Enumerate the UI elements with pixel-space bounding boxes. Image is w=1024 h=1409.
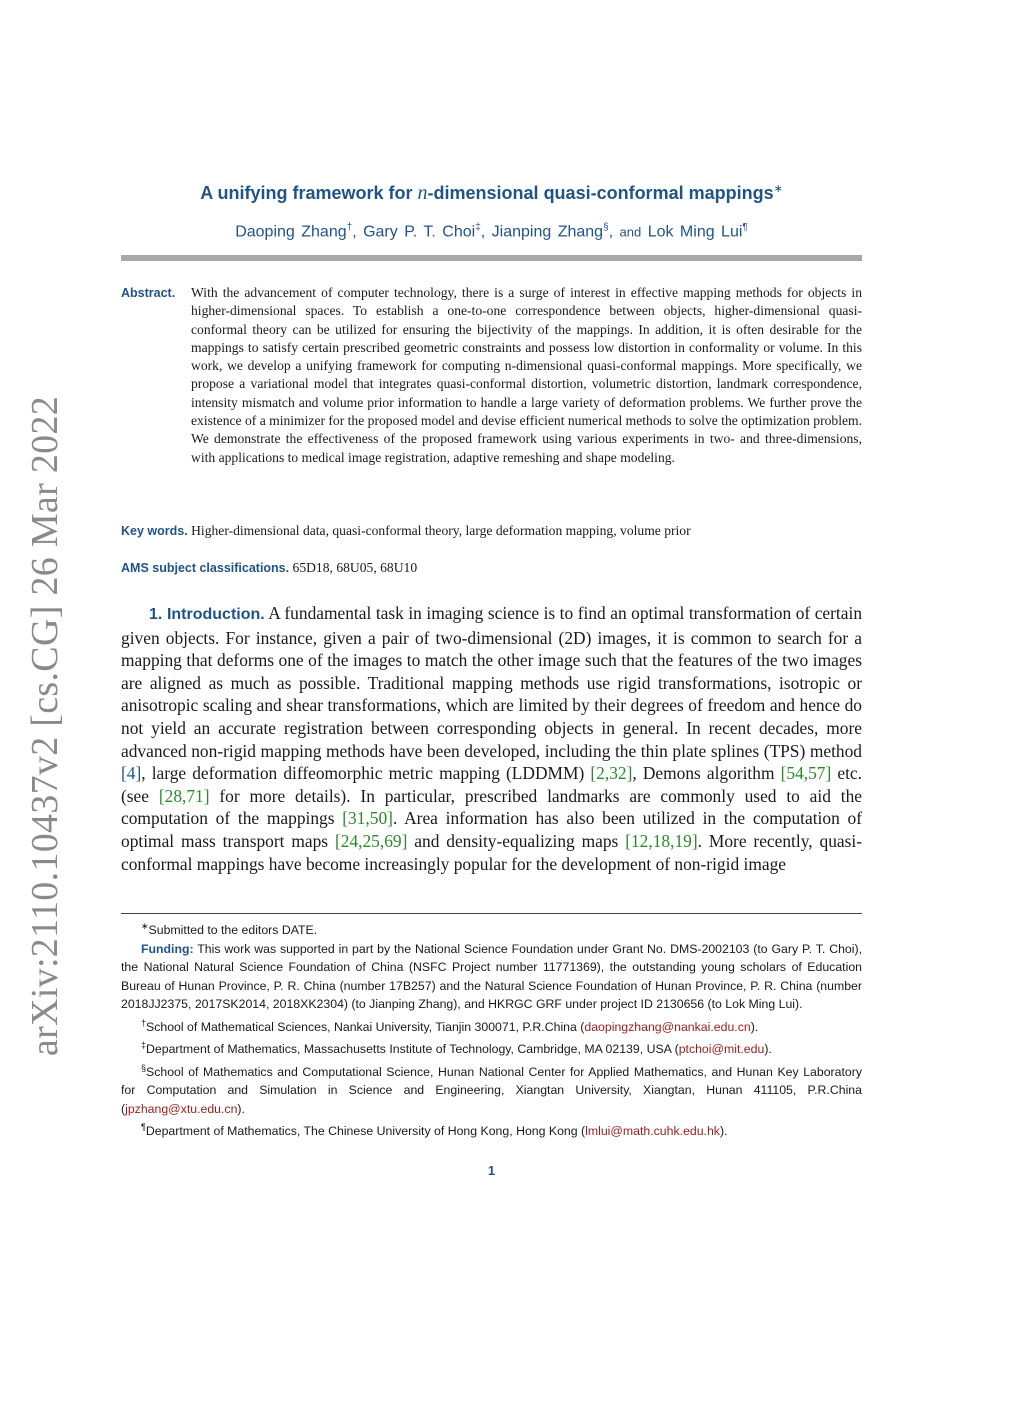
- footnote-affiliation: [121, 1036, 862, 1059]
- title-text-after: -dimensional quasi-conformal mappings: [427, 183, 774, 203]
- footnote-affiliation: [121, 1014, 862, 1037]
- keywords-line: [121, 523, 862, 539]
- footnote-text: ).: [237, 1101, 245, 1116]
- keywords-label: Key words.: [121, 524, 188, 538]
- intro-text: etc. (see: [121, 763, 862, 806]
- introduction-paragraph: [121, 602, 862, 875]
- author-name: Gary P. T. Choi: [363, 223, 476, 241]
- footnote-mark: ¶: [141, 1122, 146, 1133]
- keywords-text: Higher-dimensional data, quasi-conformal theory, large deformation mapping, volume prior: [191, 523, 691, 538]
- author-mark: §: [603, 222, 609, 233]
- footnote-text: This work was supported in part by the National Science Foundation under Grant No. DMS-2002103 (to Gary P. T. Choi), the National Natural Science Foundation of China (NSFC Project number 11771369), the outstanding young scholars of Education Bureau of Hunan Province, P. R. China (number 17B257) and the Natural Science Foundation of Hunan Province, P. R. China (number 2018JJ2375, 2017SK2014, 2018XK2304) (to Jianping Zhang), and HKRGC GRF under project ID 2130656 (to Lok Ming Lui).: [121, 941, 862, 1012]
- author-list: Daoping Zhang†, Gary P. T. Choi‡, Jianping Zhang§, and Lok Ming Lui¶: [235, 222, 748, 241]
- citation-link[interactable]: [12,18,19]: [625, 830, 698, 851]
- ams-classification-line: [121, 560, 862, 576]
- footnote-submitted: [121, 917, 862, 940]
- footnote-text: Department of Mathematics, Massachusetts Institute of Technology, Cambridge, MA 02139, USA (: [146, 1042, 679, 1057]
- abstract-block: [121, 284, 862, 467]
- citation-link[interactable]: [4]: [121, 763, 142, 784]
- author-mark: †: [346, 222, 353, 233]
- citation-link[interactable]: [28,71]: [158, 785, 210, 806]
- citation-link[interactable]: [31,50]: [342, 808, 393, 829]
- title-footnote-mark: ∗: [773, 183, 783, 195]
- footnote-text: Department of Mathematics, The Chinese University of Hong Kong, Hong Kong (: [145, 1124, 586, 1139]
- ams-label: AMS subject classifications.: [121, 561, 290, 575]
- footnote-divider: [121, 913, 862, 914]
- email-link[interactable]: jpzhang@xtu.edu.cn: [125, 1101, 238, 1116]
- author-name: Lok Ming Lui: [647, 223, 743, 241]
- author-mark: ‡: [475, 222, 481, 233]
- author-mark: ¶: [742, 222, 748, 233]
- author-name: Jianping Zhang: [491, 223, 604, 241]
- paper-title: [121, 182, 862, 205]
- footnote-mark: †: [141, 1017, 147, 1028]
- email-link[interactable]: ptchoi@mit.edu: [678, 1042, 765, 1057]
- footnote-affiliation: [121, 1059, 862, 1119]
- footnotes-block: [121, 917, 862, 1141]
- abstract-text: With the advancement of computer technology, there is a surge of interest in effective mapping methods for objects in higher-dimensional spaces. To establish a one-to-one correspondence between objects, higher-dimensional quasi-conformal theory can be utilized for ensuring the bijectivity of the mappings. In addition, it is often desirable for the mappings to satisfy certain prescribed geometric constraints and possess low distortion in conformality or volume. In this work, we develop a unifying framework for computing n-dimensional quasi-conformal mappings. More specifically, we propose a variational model that integrates quasi-conformal distortion, volumetric distortion, landmark correspondence, intensity mismatch and volume prior information to handle a large variety of deformation problems. We further prove the existence of a minimizer for the proposed model and devise efficient numerical methods to solve the optimization problem. We demonstrate the effectiveness of the proposed framework using various experiments in two- and three-dimensions, with applications to medical image registration, adaptive remeshing and shape modeling.: [191, 285, 862, 465]
- footnote-text: School of Mathematics and Computational Science, Hunan National Center for Applied Mathematics, and Hunan Key Laboratory for Computation and Simulation in Science and Engineering, Xiangtan University, Xiangtan, Hunan 411105, P.R.China (: [121, 1064, 862, 1116]
- title-text-before: A unifying framework for: [200, 183, 418, 203]
- intro-text: , Demons algorithm: [632, 763, 781, 784]
- intro-text: , large deformation diffeomorphic metric mapping (LDDMM): [141, 763, 591, 784]
- intro-text: for more details). In particular, prescribed landmarks are commonly used to aid the computation of the mappings: [121, 785, 862, 829]
- intro-text: and density-equalizing maps: [407, 830, 626, 851]
- footnote-mark: ∗: [141, 921, 149, 931]
- citation-link[interactable]: [24,25,69]: [334, 830, 408, 851]
- intro-text: . More recently, quasi-conformal mappings have become increasingly popular for the development of non-rigid image: [121, 830, 863, 874]
- footnote-text: Submitted to the editors DATE.: [148, 923, 318, 938]
- footnote-text: ).: [750, 1019, 759, 1034]
- citation-link[interactable]: [2,32]: [590, 763, 633, 784]
- intro-text: A fundamental task in imaging science is to find an optimal transformation of certain given objects. For instance, given a pair of two-dimensional (2D) images, it is common to search for a mapping that deforms one of the images to match the other image such that the features of the two images are aligned as much as possible. Traditional mapping methods use rigid transformations, isotropic or anisotropic scaling and shear transformations, which are limited by their degrees of freedom and hence do not yield an accurate registration between corresponding objects in general. In recent decades, more advanced non-rigid mapping methods have been developed, including the thin plate splines (TPS) method: [121, 603, 863, 761]
- email-link[interactable]: daopingzhang@nankai.edu.cn: [584, 1019, 751, 1034]
- arxiv-identifier-stamp: arXiv:2110.10437v2 [cs.CG] 26 Mar 2022: [24, 395, 66, 1057]
- intro-text: . Area information has also been utilized in the computation of optimal mass transport maps: [121, 808, 862, 851]
- title-divider: [121, 255, 862, 261]
- footnote-mark: §: [141, 1062, 147, 1073]
- page-number: 1: [487, 1163, 496, 1178]
- footnote-text: School of Mathematical Sciences, Nankai University, Tianjin 300071, P.R.China (: [146, 1019, 585, 1034]
- email-link[interactable]: lmlui@math.cuhk.edu.hk: [585, 1124, 720, 1139]
- footnote-funding: [121, 940, 862, 1014]
- footnote-text: ).: [764, 1042, 772, 1057]
- footnote-affiliation: [121, 1118, 862, 1141]
- ams-text: 65D18, 68U05, 68U10: [292, 560, 418, 575]
- title-math-n: n: [417, 182, 428, 204]
- abstract-label: Abstract.: [121, 286, 176, 300]
- citation-link[interactable]: [54,57]: [780, 763, 832, 784]
- section-heading: 1. Introduction.: [149, 606, 265, 623]
- authors-and: and: [619, 224, 642, 240]
- footnote-text: ).: [719, 1124, 728, 1139]
- funding-label: Funding:: [141, 941, 194, 956]
- footnote-mark: ‡: [141, 1040, 147, 1051]
- author-name: Daoping Zhang: [235, 223, 347, 241]
